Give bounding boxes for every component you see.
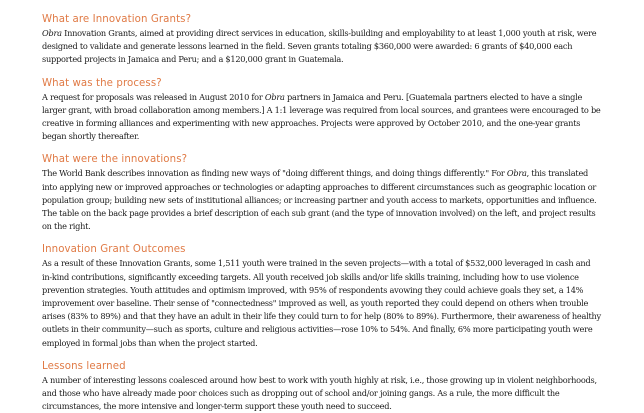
section-process — [42, 77, 602, 144]
section-body: Obra Innovation Grants, aimed at providing direct services in education, skills-building and employability to at least 1,000 youth at risk, were designed to validate and generate lessons learned in the field. Seven grants totaling $360,000 were awarded: 6 grants of $40,000 each supported projects in Jamaica and Peru; and a $120,000 grant in Guatemala. — [42, 28, 597, 65]
section-body: The World Bank describes innovation as finding new ways of "doing different things, and doing things differently." For Obra, this translated into applying new or improved approaches or technologies or adapting approaches to different circumstances such as geographic location or population group; building new sets of institutional alliances; or increasing partner and youth access to markets, opportunities and influence. The table on the back page provides a brief description of each sub grant (and the type of innovation involved) on the left, and project results on the right. — [42, 168, 597, 232]
document-page — [42, 0, 602, 413]
section-body: A number of interesting lessons coalesced around how best to work with youth highly at risk, i.e., those growing up in violent neighborhoods, and those who have already made poor choices such as dropping out of school and/or joining gangs. As a rule, the more difficult the circumstances, the more intensive and longer-term support these youth need to succeed. — [42, 374, 597, 412]
section-lessons — [42, 360, 602, 413]
section-heading: What are Innovation Grants? — [42, 14, 192, 25]
cutoff-text-line — [132, 0, 602, 4]
section-body: As a result of these Innovation Grants, some 1,511 youth were trained in the seven projects—with a total of $532,000 leveraged in cash and in-kind contributions, significantly exceeding targets. All youth received job skills and/or life skills training, including how to use violence prevention strategies. Youth attitudes and optimism improved, with 95% of respondents avowing they could achieve goals they set, a 14% improvement over baseline. Their sense of "connectedness" improved as well, as youth reported they could depend on others when trouble arises (83% to 89%) and that they have an adult in their life they could turn to for help (80% to 89%). Furthermore, their awareness of healthy outlets in their community—such as sports, culture and religious activities—rose 10% to 54%. And finally, 6% more participating youth were employed in formal jobs than when the project started. — [42, 258, 601, 348]
section-body: A request for proposals was released in August 2010 for Obra partners in Jamaica and Peru. [Guatemala partners elected to have a single larger grant, with broad collaboration among members.] A 1:1 leverage was required from local sources, and grantees were encouraged to be creative in forming alliances and experimenting with new approaches. Projects were approved by October 2010, and the one-year grants began shortly thereafter. — [42, 91, 601, 142]
section-innovations — [42, 153, 602, 233]
section-heading: What was the process? — [42, 77, 162, 89]
section-heading: Lessons learned — [42, 360, 126, 372]
section-outcomes — [42, 243, 602, 349]
section-what-are-grants — [42, 13, 602, 67]
section-heading: Innovation Grant Outcomes — [42, 244, 186, 256]
section-heading: What were the innovations? — [42, 154, 188, 166]
